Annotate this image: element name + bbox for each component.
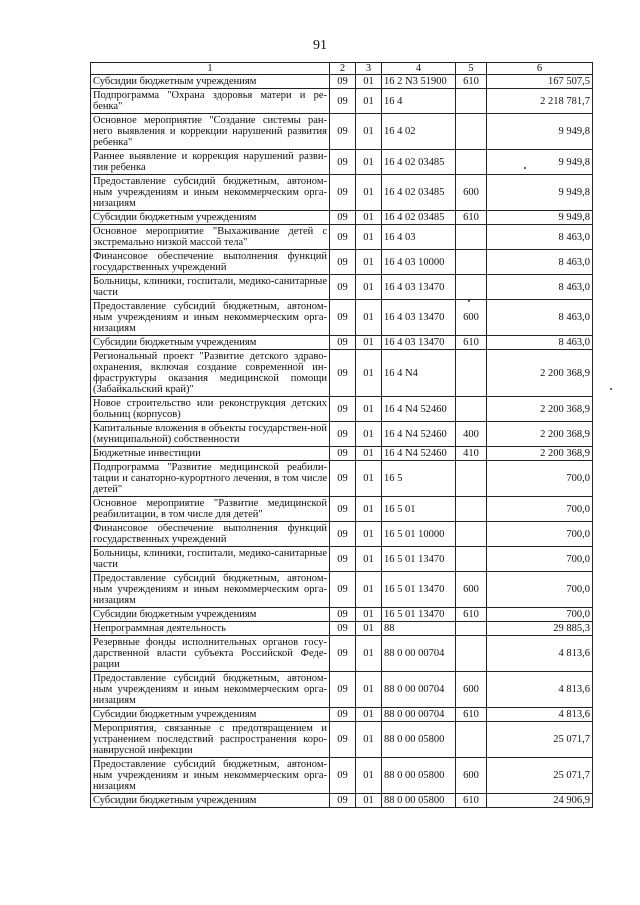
row-target-article: 16 2 N3 51900 (382, 75, 456, 89)
row-section: 09 (330, 397, 356, 422)
row-amount: 8 463,0 (487, 225, 593, 250)
row-name: Основное мероприятие "Развитие медицинской реабилитации, в том числе для детей" (91, 497, 330, 522)
table-row (91, 758, 593, 794)
table-row (91, 522, 593, 547)
row-expense-type: 600 (456, 572, 487, 608)
budget-table (90, 62, 593, 808)
table-row (91, 422, 593, 447)
row-section: 09 (330, 461, 356, 497)
row-subsection: 01 (356, 350, 382, 397)
row-name: Предоставление субсидий бюджетным, автоном-ным учреждениям и иным некоммерческим орга-низациям (91, 175, 330, 211)
row-expense-type (456, 397, 487, 422)
row-amount: 25 071,7 (487, 722, 593, 758)
row-subsection: 01 (356, 422, 382, 447)
row-name: Подпрограмма "Охрана здоровья матери и ре-бенка" (91, 89, 330, 114)
row-amount: 2 200 368,9 (487, 447, 593, 461)
table-row (91, 608, 593, 622)
header-col-2: 2 (330, 63, 356, 75)
row-section: 09 (330, 547, 356, 572)
row-subsection: 01 (356, 89, 382, 114)
row-amount: 700,0 (487, 522, 593, 547)
row-subsection: 01 (356, 150, 382, 175)
row-target-article: 16 4 03 10000 (382, 250, 456, 275)
table-row (91, 547, 593, 572)
row-amount: 8 463,0 (487, 275, 593, 300)
row-expense-type: 400 (456, 422, 487, 447)
row-subsection: 01 (356, 211, 382, 225)
table-row (91, 722, 593, 758)
row-target-article: 88 0 00 00704 (382, 708, 456, 722)
row-section: 09 (330, 522, 356, 547)
row-expense-type (456, 250, 487, 275)
row-target-article: 88 (382, 622, 456, 636)
row-expense-type: 610 (456, 608, 487, 622)
row-section: 09 (330, 672, 356, 708)
row-target-article: 16 4 (382, 89, 456, 114)
row-name: Больницы, клиники, госпитали, медико-санитарные части (91, 547, 330, 572)
row-target-article: 16 5 01 13470 (382, 608, 456, 622)
row-section: 09 (330, 275, 356, 300)
row-target-article: 16 4 02 03485 (382, 175, 456, 211)
row-subsection: 01 (356, 397, 382, 422)
table-row (91, 622, 593, 636)
row-section: 09 (330, 300, 356, 336)
row-target-article: 16 4 N4 (382, 350, 456, 397)
row-subsection: 01 (356, 572, 382, 608)
row-amount: 25 071,7 (487, 758, 593, 794)
row-name: Предоставление субсидий бюджетным, автоном-ным учреждениям и иным некоммерческим орга-низациям (91, 672, 330, 708)
row-target-article: 88 0 00 00704 (382, 672, 456, 708)
table-row (91, 636, 593, 672)
row-amount: 4 813,6 (487, 672, 593, 708)
table-row (91, 175, 593, 211)
row-amount: 700,0 (487, 572, 593, 608)
scan-mark (524, 167, 526, 169)
table-row (91, 497, 593, 522)
row-name: Предоставление субсидий бюджетным, автоном-ным учреждениям и иным некоммерческим орга-низациям (91, 758, 330, 794)
row-section: 09 (330, 636, 356, 672)
row-target-article: 16 4 N4 52460 (382, 447, 456, 461)
row-name: Субсидии бюджетным учреждениям (91, 708, 330, 722)
row-expense-type (456, 350, 487, 397)
row-amount: 2 200 368,9 (487, 397, 593, 422)
row-amount: 2 200 368,9 (487, 422, 593, 447)
row-section: 09 (330, 89, 356, 114)
row-section: 09 (330, 225, 356, 250)
row-target-article: 16 4 02 03485 (382, 150, 456, 175)
row-expense-type (456, 622, 487, 636)
row-target-article: 16 4 02 03485 (382, 211, 456, 225)
row-subsection: 01 (356, 497, 382, 522)
row-subsection: 01 (356, 114, 382, 150)
row-amount: 167 507,5 (487, 75, 593, 89)
row-section: 09 (330, 211, 356, 225)
header-col-1: 1 (91, 63, 330, 75)
row-target-article: 16 4 03 13470 (382, 336, 456, 350)
row-target-article: 16 5 (382, 461, 456, 497)
row-subsection: 01 (356, 250, 382, 275)
row-expense-type (456, 497, 487, 522)
row-name: Предоставление субсидий бюджетным, автоном-ным учреждениям и иным некоммерческим орга-низациям (91, 300, 330, 336)
row-amount: 9 949,8 (487, 211, 593, 225)
row-section: 09 (330, 422, 356, 447)
header-col-5: 5 (456, 63, 487, 75)
row-subsection: 01 (356, 722, 382, 758)
row-subsection: 01 (356, 336, 382, 350)
row-name: Мероприятия, связанные с предотвращением и устранением последствий распространения коро-навирусной инфекции (91, 722, 330, 758)
row-amount: 8 463,0 (487, 250, 593, 275)
row-expense-type (456, 461, 487, 497)
row-section: 09 (330, 114, 356, 150)
table-row (91, 397, 593, 422)
row-target-article: 16 5 01 13470 (382, 572, 456, 608)
row-subsection: 01 (356, 522, 382, 547)
row-expense-type: 610 (456, 211, 487, 225)
row-subsection: 01 (356, 608, 382, 622)
row-name: Больницы, клиники, госпитали, медико-санитарные части (91, 275, 330, 300)
row-subsection: 01 (356, 461, 382, 497)
row-expense-type (456, 89, 487, 114)
table-row (91, 225, 593, 250)
row-expense-type: 610 (456, 708, 487, 722)
row-target-article: 88 0 00 00704 (382, 636, 456, 672)
row-expense-type (456, 636, 487, 672)
row-name: Непрограммная деятельность (91, 622, 330, 636)
row-section: 09 (330, 794, 356, 808)
header-col-6: 6 (487, 63, 593, 75)
row-name: Финансовое обеспечение выполнения функций государственных учреждений (91, 522, 330, 547)
row-subsection: 01 (356, 75, 382, 89)
row-target-article: 16 4 03 13470 (382, 275, 456, 300)
row-section: 09 (330, 708, 356, 722)
table-row (91, 114, 593, 150)
row-target-article: 16 5 01 10000 (382, 522, 456, 547)
row-amount: 700,0 (487, 497, 593, 522)
row-target-article: 16 5 01 (382, 497, 456, 522)
row-section: 09 (330, 336, 356, 350)
row-target-article: 16 4 02 (382, 114, 456, 150)
row-amount: 29 885,3 (487, 622, 593, 636)
row-expense-type (456, 114, 487, 150)
header-col-4: 4 (382, 63, 456, 75)
table-row (91, 300, 593, 336)
table-row (91, 336, 593, 350)
row-subsection: 01 (356, 758, 382, 794)
row-target-article: 16 4 N4 52460 (382, 422, 456, 447)
row-expense-type: 410 (456, 447, 487, 461)
row-expense-type: 610 (456, 336, 487, 350)
row-amount: 8 463,0 (487, 336, 593, 350)
scan-mark (468, 300, 470, 302)
row-subsection: 01 (356, 622, 382, 636)
row-section: 09 (330, 250, 356, 275)
row-amount: 24 906,9 (487, 794, 593, 808)
row-expense-type (456, 547, 487, 572)
row-amount: 9 949,8 (487, 175, 593, 211)
row-name: Финансовое обеспечение выполнения функций государственных учреждений (91, 250, 330, 275)
row-name: Основное мероприятие "Создание системы ран-него выявления и коррекции нарушений развития ребенка" (91, 114, 330, 150)
row-amount: 4 813,6 (487, 708, 593, 722)
row-section: 09 (330, 150, 356, 175)
row-section: 09 (330, 722, 356, 758)
row-amount: 9 949,8 (487, 150, 593, 175)
row-name: Субсидии бюджетным учреждениям (91, 211, 330, 225)
row-name: Раннее выявление и коррекция нарушений разви-тия ребенка (91, 150, 330, 175)
row-expense-type: 600 (456, 175, 487, 211)
row-expense-type: 610 (456, 794, 487, 808)
row-subsection: 01 (356, 636, 382, 672)
row-section: 09 (330, 175, 356, 211)
row-name: Региональный проект "Развитие детского здраво-охранения, включая создание современной ин-фраструктуры оказания медицинской помощи (Забайкальский край)" (91, 350, 330, 397)
header-row (91, 63, 593, 75)
table-row (91, 211, 593, 225)
row-name: Субсидии бюджетным учреждениям (91, 336, 330, 350)
table-row (91, 75, 593, 89)
row-target-article: 16 4 03 13470 (382, 300, 456, 336)
row-name: Основное мероприятие "Выхаживание детей с экстремально низкой массой тела" (91, 225, 330, 250)
table-row (91, 461, 593, 497)
row-section: 09 (330, 608, 356, 622)
row-target-article: 16 5 01 13470 (382, 547, 456, 572)
table-body (91, 75, 593, 808)
scan-mark (610, 388, 612, 390)
row-amount: 700,0 (487, 608, 593, 622)
table-row (91, 89, 593, 114)
row-section: 09 (330, 350, 356, 397)
row-target-article: 16 4 03 (382, 225, 456, 250)
table-row (91, 672, 593, 708)
row-section: 09 (330, 622, 356, 636)
row-amount: 2 200 368,9 (487, 350, 593, 397)
header-col-3: 3 (356, 63, 382, 75)
row-name: Подпрограмма "Развитие медицинской реабили-тации и санаторно-курортного лечения, в том числе детей" (91, 461, 330, 497)
row-subsection: 01 (356, 708, 382, 722)
table-row (91, 708, 593, 722)
row-name: Резервные фонды исполнительных органов госу-дарственной власти субъекта Российской Феде-рации (91, 636, 330, 672)
table-row (91, 447, 593, 461)
row-expense-type: 600 (456, 300, 487, 336)
row-amount: 4 813,6 (487, 636, 593, 672)
row-name: Субсидии бюджетным учреждениям (91, 75, 330, 89)
row-amount: 700,0 (487, 461, 593, 497)
row-subsection: 01 (356, 175, 382, 211)
row-expense-type: 610 (456, 75, 487, 89)
table-row (91, 572, 593, 608)
row-subsection: 01 (356, 794, 382, 808)
row-section: 09 (330, 758, 356, 794)
row-subsection: 01 (356, 225, 382, 250)
table-row (91, 794, 593, 808)
row-subsection: 01 (356, 447, 382, 461)
row-name: Капитальные вложения в объекты государствен-ной (муниципальной) собственности (91, 422, 330, 447)
row-target-article: 88 0 00 05800 (382, 758, 456, 794)
row-expense-type: 600 (456, 672, 487, 708)
table-row (91, 150, 593, 175)
row-expense-type: 600 (456, 758, 487, 794)
row-expense-type (456, 150, 487, 175)
table-row (91, 275, 593, 300)
row-subsection: 01 (356, 275, 382, 300)
row-expense-type (456, 522, 487, 547)
row-amount: 9 949,8 (487, 114, 593, 150)
row-target-article: 88 0 00 05800 (382, 722, 456, 758)
row-section: 09 (330, 75, 356, 89)
row-subsection: 01 (356, 547, 382, 572)
row-target-article: 16 4 N4 52460 (382, 397, 456, 422)
row-name: Предоставление субсидий бюджетным, автоном-ным учреждениям и иным некоммерческим орга-низациям (91, 572, 330, 608)
row-subsection: 01 (356, 672, 382, 708)
row-amount: 2 218 781,7 (487, 89, 593, 114)
row-section: 09 (330, 497, 356, 522)
row-name: Бюджетные инвестиции (91, 447, 330, 461)
row-expense-type (456, 722, 487, 758)
row-amount: 700,0 (487, 547, 593, 572)
table-row (91, 250, 593, 275)
row-amount: 8 463,0 (487, 300, 593, 336)
row-name: Субсидии бюджетным учреждениям (91, 608, 330, 622)
row-expense-type (456, 275, 487, 300)
row-name: Субсидии бюджетным учреждениям (91, 794, 330, 808)
row-section: 09 (330, 572, 356, 608)
row-expense-type (456, 225, 487, 250)
row-subsection: 01 (356, 300, 382, 336)
row-section: 09 (330, 447, 356, 461)
page-number: 91 (313, 38, 327, 53)
row-name: Новое строительство или реконструкция детских больниц (корпусов) (91, 397, 330, 422)
row-target-article: 88 0 00 05800 (382, 794, 456, 808)
table-row (91, 350, 593, 397)
